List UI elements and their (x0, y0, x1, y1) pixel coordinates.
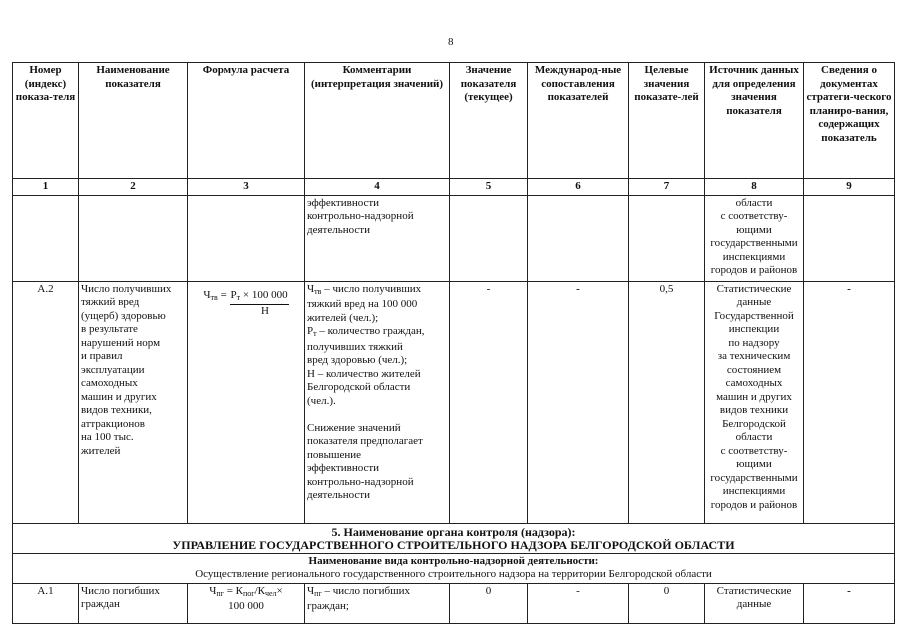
cont-comment: эффективности контрольно-надзорной деятельности (305, 195, 450, 281)
col-num-3: 3 (188, 179, 305, 196)
page-number: 8 (448, 36, 454, 48)
col-num-5: 5 (450, 179, 528, 196)
col-num-8: 8 (705, 179, 804, 196)
header-col-9: Сведения о документах стратеги-ческого планиро-вания, содержащих показатель (804, 63, 895, 179)
a1-international: - (528, 583, 629, 623)
section-5-activity (13, 553, 895, 583)
header-col-6: Международ-ные сопоставления показателей (528, 63, 629, 179)
a2-name: Число получивших тяжкий вред (ущерб) здоровью в результате нарушений норм и правил эксплуатации самоходных машин и других видов техники, аттракционов на 100 тыс. жителей (79, 281, 188, 523)
a2-documents: - (804, 281, 895, 523)
header-col-7: Целевые значения показате-лей (629, 63, 705, 179)
a1-current-value: 0 (450, 583, 528, 623)
a1-target-value: 0 (629, 583, 705, 623)
table-row-a1 (13, 583, 895, 623)
a2-target-value: 0,5 (629, 281, 705, 523)
col-num-4: 4 (305, 179, 450, 196)
header-col-3: Формула расчета (188, 63, 305, 179)
a1-index: А.1 (13, 583, 79, 623)
col-num-7: 7 (629, 179, 705, 196)
continuation-row (13, 195, 895, 281)
header-row (13, 63, 895, 179)
a1-name: Число погибших граждан (79, 583, 188, 623)
section-5-header (13, 523, 895, 553)
activity-text: Осуществление регионального государственного строительного надзора на территории Белгородской области (195, 568, 712, 580)
table-row-a2 (13, 281, 895, 523)
header-col-8: Источник данных для определения значения показателя (705, 63, 804, 179)
a2-source: Статистические данные Государственной инспекции по надзору за техническим состоянием самоходных машин и других видов техники Белгородской области с соответству- ющими государственными инспекциями городов и районов (705, 281, 804, 523)
a2-comment: $Ч_{тв}$ – число получивших тяжкий вред на 100 000 жителей (чел.); $Р_т$ – количество граждан, получивших тяжкий вред здоровью (чел.); Н – количество жителей Белгородской области (чел.). Снижение значений показателя предполагает повышение эффективности контрольно-надзорной деятельности (305, 281, 450, 523)
indicators-table (12, 62, 895, 624)
header-col-5: Значение показателя (текущее) (450, 63, 528, 179)
a2-index: А.2 (13, 281, 79, 523)
header-col-2: Наименование показателя (79, 63, 188, 179)
activity-title: Наименование вида контрольно-надзорной деятельности: (308, 554, 599, 567)
a2-current-value: - (450, 281, 528, 523)
cont-source: области с соответству- ющими государственными инспекциями городов и районов (705, 195, 804, 281)
column-numbers-row (13, 179, 895, 196)
a2-formula: $Ч_{тв} = Р_т \times 100$ 000 Н (188, 281, 305, 523)
a1-documents: - (804, 583, 895, 623)
a1-comment: $Ч_{пг}$ – число погибших граждан; (305, 583, 450, 623)
col-num-6: 6 (528, 179, 629, 196)
a1-source: Статистические данные (705, 583, 804, 623)
col-num-1: 1 (13, 179, 79, 196)
a1-formula: $Ч_{пг} = К_{пог}/К_{чел}\times$ 100 000 (188, 583, 305, 623)
a2-international: - (528, 281, 629, 523)
header-col-4: Комментарии (интерпретация значений) (305, 63, 450, 179)
col-num-2: 2 (79, 179, 188, 196)
section-5-organ: УПРАВЛЕНИЕ ГОСУДАРСТВЕННОГО СТРОИТЕЛЬНОГО НАДЗОРА БЕЛГОРОДСКОЙ ОБЛАСТИ (172, 538, 735, 552)
header-col-1: Номер (индекс) показа-теля (13, 63, 79, 179)
section-5-title: 5. Наименование органа контроля (надзора): (331, 524, 576, 539)
col-num-9: 9 (804, 179, 895, 196)
